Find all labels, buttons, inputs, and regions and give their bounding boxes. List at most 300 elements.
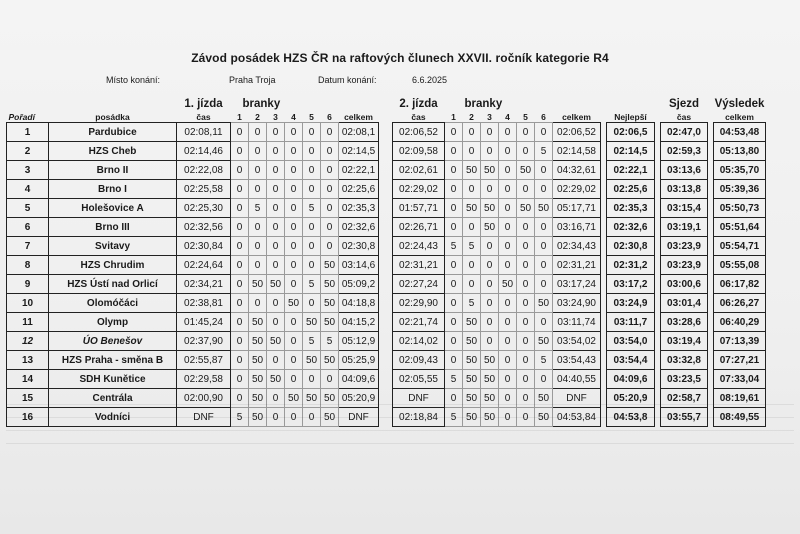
run1-gate-cell: 0 <box>231 180 249 199</box>
run1-gate-cell: 0 <box>249 161 267 180</box>
best-time-cell: 05:20,9 <box>607 389 655 408</box>
run1-time-cell: 02:25,30 <box>177 199 231 218</box>
run1-gate-cell: 0 <box>231 237 249 256</box>
team-cell: Holešovice A <box>49 199 177 218</box>
run2-total-cell: 02:31,21 <box>553 256 601 275</box>
team-cell: Brno III <box>49 218 177 237</box>
run2-total-cell: 02:06,52 <box>553 123 601 142</box>
team-cell: Brno I <box>49 180 177 199</box>
run1-gate-cell: 0 <box>231 161 249 180</box>
run1-gate-cell: 0 <box>285 332 303 351</box>
run2-time-cell: 02:05,55 <box>393 370 445 389</box>
run1-total-cell: 04:15,2 <box>339 313 379 332</box>
result-total-cell: 05:55,08 <box>714 256 766 275</box>
rank-cell: 9 <box>7 275 49 294</box>
cas1-header: čas <box>196 112 211 122</box>
run2-gate-cell: 0 <box>517 218 535 237</box>
run2-gate-cell: 0 <box>445 351 463 370</box>
result-total-cell: 05:35,70 <box>714 161 766 180</box>
run2-gate-cell: 0 <box>445 218 463 237</box>
gate-2-header-2: 2 <box>469 112 474 122</box>
run1-total-cell: 05:25,9 <box>339 351 379 370</box>
run2-gate-cell: 0 <box>517 123 535 142</box>
run2-gate-cell: 0 <box>499 332 517 351</box>
run2-gate-cell: 0 <box>481 237 499 256</box>
celkem2-header: celkem <box>562 112 591 122</box>
run2-gate-cell: 0 <box>517 256 535 275</box>
run2-time-cell: 02:18,84 <box>393 408 445 427</box>
run1-gate-cell: 0 <box>231 313 249 332</box>
rank-cell: 6 <box>7 218 49 237</box>
run1-gate-cell: 0 <box>231 218 249 237</box>
run2-gate-cell: 0 <box>445 199 463 218</box>
run1-gate-cell: 0 <box>303 161 321 180</box>
run2-gate-cell: 0 <box>481 275 499 294</box>
run2-gate-cell: 50 <box>535 199 553 218</box>
run2-gate-cell: 0 <box>499 218 517 237</box>
run1-gate-cell: 50 <box>267 332 285 351</box>
run1-gate-cell: 50 <box>249 332 267 351</box>
spacer <box>379 161 393 180</box>
gate-1-header-2: 1 <box>451 112 456 122</box>
run1-header: 1. jízda <box>184 98 223 110</box>
sjezd-time-cell: 03:19,4 <box>661 332 708 351</box>
result-total-cell: 07:13,39 <box>714 332 766 351</box>
run2-time-cell: 02:09,43 <box>393 351 445 370</box>
run1-gate-cell: 0 <box>321 218 339 237</box>
spacer <box>379 313 393 332</box>
run1-gate-cell: 0 <box>285 351 303 370</box>
gate-6-header-2: 6 <box>541 112 546 122</box>
run1-gate-cell: 0 <box>285 180 303 199</box>
rank-cell: 12 <box>7 332 49 351</box>
run1-gate-cell: 50 <box>321 351 339 370</box>
run2-gate-cell: 0 <box>535 275 553 294</box>
run2-total-cell: 03:17,24 <box>553 275 601 294</box>
sjezd-header: Sjezd <box>668 98 700 110</box>
vysledek-celkem-header: celkem <box>725 112 754 122</box>
bleed-through <box>0 392 800 452</box>
run1-gate-cell: 5 <box>303 332 321 351</box>
run1-gate-cell: 0 <box>231 351 249 370</box>
spacer <box>379 294 393 313</box>
run1-gate-cell: 50 <box>249 313 267 332</box>
team-cell: Olymp <box>49 313 177 332</box>
sjezd-time-cell: 03:00,6 <box>661 275 708 294</box>
team-cell: HZS Cheb <box>49 142 177 161</box>
run1-gate-cell: 0 <box>267 237 285 256</box>
run1-gate-cell: 0 <box>321 237 339 256</box>
page-title: Závod posádek HZS ČR na raftových člunech XXVII. ročník kategorie R4 <box>191 51 609 65</box>
run1-gate-cell: 0 <box>249 256 267 275</box>
run2-gate-cell: 50 <box>535 408 553 427</box>
run1-gate-cell: 0 <box>231 275 249 294</box>
spacer <box>379 256 393 275</box>
run2-total-cell: 03:54,02 <box>553 332 601 351</box>
run1-total-cell: 05:20,9 <box>339 389 379 408</box>
run2-gate-cell: 0 <box>499 370 517 389</box>
sjezd-time-cell: 03:13,6 <box>661 161 708 180</box>
run1-gate-cell: 0 <box>285 218 303 237</box>
best-time-cell: 04:09,6 <box>607 370 655 389</box>
spacer <box>379 370 393 389</box>
sjezd-time-cell: 03:23,9 <box>661 256 708 275</box>
run2-gate-cell: 5 <box>463 237 481 256</box>
table-row <box>7 313 766 332</box>
run1-total-cell: 05:09,2 <box>339 275 379 294</box>
branky1-header: branky <box>242 98 281 110</box>
team-cell: Pardubice <box>49 123 177 142</box>
team-cell: HZS Chrudim <box>49 256 177 275</box>
run1-gate-cell: 50 <box>267 370 285 389</box>
run2-total-cell: 02:34,43 <box>553 237 601 256</box>
venue-value: Praha Troja <box>229 75 276 85</box>
run2-gate-cell: 0 <box>481 294 499 313</box>
run2-gate-cell: 50 <box>481 199 499 218</box>
result-total-cell: 05:39,36 <box>714 180 766 199</box>
rank-cell: 14 <box>7 370 49 389</box>
sjezd-time-cell: 03:19,1 <box>661 218 708 237</box>
run2-gate-cell: 0 <box>481 180 499 199</box>
venue-label: Místo konání: <box>106 75 161 85</box>
run2-gate-cell: 50 <box>463 199 481 218</box>
run2-gate-cell: 0 <box>517 180 535 199</box>
team-cell: Svitavy <box>49 237 177 256</box>
run1-total-cell: 02:08,1 <box>339 123 379 142</box>
sjezd-time-cell: 02:58,7 <box>661 389 708 408</box>
run1-gate-cell: 0 <box>285 370 303 389</box>
team-cell: Centrála <box>49 389 177 408</box>
run2-gate-cell: 50 <box>463 313 481 332</box>
best-time-cell: 02:32,6 <box>607 218 655 237</box>
sjezd-time-cell: 03:23,9 <box>661 237 708 256</box>
run1-gate-cell: 0 <box>267 256 285 275</box>
run1-gate-cell: 0 <box>303 408 321 427</box>
run1-gate-cell: 0 <box>285 408 303 427</box>
run2-time-cell: 02:26,71 <box>393 218 445 237</box>
run1-gate-cell: 50 <box>321 389 339 408</box>
team-cell: HZS Praha - směna B <box>49 351 177 370</box>
run1-total-cell: 02:35,3 <box>339 199 379 218</box>
run2-gate-cell: 0 <box>499 351 517 370</box>
result-total-cell: 08:19,61 <box>714 389 766 408</box>
run2-gate-cell: 0 <box>445 180 463 199</box>
run1-gate-cell: 0 <box>303 370 321 389</box>
run1-gate-cell: 0 <box>285 161 303 180</box>
run2-gate-cell: 50 <box>481 218 499 237</box>
run2-gate-cell: 0 <box>445 123 463 142</box>
best-time-cell: 04:53,8 <box>607 408 655 427</box>
run2-gate-cell: 0 <box>535 218 553 237</box>
rank-cell: 16 <box>7 408 49 427</box>
run1-gate-cell: 0 <box>249 237 267 256</box>
rank-cell: 3 <box>7 161 49 180</box>
run2-gate-cell: 0 <box>499 123 517 142</box>
run1-time-cell: 02:32,56 <box>177 218 231 237</box>
run2-time-cell: 02:21,74 <box>393 313 445 332</box>
best-time-cell: 02:30,8 <box>607 237 655 256</box>
run1-time-cell: 02:08,11 <box>177 123 231 142</box>
run1-time-cell: 02:55,87 <box>177 351 231 370</box>
best-time-cell: 02:35,3 <box>607 199 655 218</box>
run1-gate-cell: 0 <box>249 123 267 142</box>
rank-cell: 15 <box>7 389 49 408</box>
run1-gate-cell: 0 <box>321 142 339 161</box>
run2-gate-cell: 50 <box>463 389 481 408</box>
run2-gate-cell: 0 <box>517 408 535 427</box>
best-time-cell: 03:17,2 <box>607 275 655 294</box>
run2-time-cell: 02:27,24 <box>393 275 445 294</box>
run2-gate-cell: 5 <box>535 351 553 370</box>
run2-gate-cell: 50 <box>481 351 499 370</box>
table-row <box>7 142 766 161</box>
rank-cell: 2 <box>7 142 49 161</box>
sjezd-time-cell: 03:23,5 <box>661 370 708 389</box>
run1-gate-cell: 0 <box>267 161 285 180</box>
result-total-cell: 08:49,55 <box>714 408 766 427</box>
run1-total-cell: 04:18,8 <box>339 294 379 313</box>
run2-gate-cell: 50 <box>499 275 517 294</box>
run2-gate-cell: 5 <box>445 370 463 389</box>
run2-gate-cell: 50 <box>535 332 553 351</box>
spacer <box>379 275 393 294</box>
run2-gate-cell: 50 <box>481 370 499 389</box>
spacer <box>379 237 393 256</box>
run2-gate-cell: 0 <box>499 237 517 256</box>
run1-gate-cell: 5 <box>249 199 267 218</box>
run2-time-cell: 01:57,71 <box>393 199 445 218</box>
run2-gate-cell: 0 <box>463 275 481 294</box>
run2-gate-cell: 0 <box>463 218 481 237</box>
run2-total-cell: 04:40,55 <box>553 370 601 389</box>
run1-gate-cell: 0 <box>267 218 285 237</box>
run2-gate-cell: 50 <box>535 389 553 408</box>
run2-gate-cell: 50 <box>463 351 481 370</box>
posadka-header: posádka <box>95 112 130 122</box>
run2-gate-cell: 0 <box>445 332 463 351</box>
cas2-header: čas <box>411 112 426 122</box>
best-time-cell: 03:24,9 <box>607 294 655 313</box>
result-total-cell: 05:13,80 <box>714 142 766 161</box>
table-row <box>7 180 766 199</box>
run1-time-cell: 02:25,58 <box>177 180 231 199</box>
poradi-header: Pořadí <box>8 112 35 122</box>
run1-gate-cell: 50 <box>267 275 285 294</box>
run2-gate-cell: 0 <box>535 180 553 199</box>
run1-gate-cell: 0 <box>303 237 321 256</box>
run2-gate-cell: 0 <box>445 294 463 313</box>
run1-gate-cell: 0 <box>231 370 249 389</box>
run2-gate-cell: 5 <box>535 142 553 161</box>
run2-gate-cell: 0 <box>535 370 553 389</box>
run1-gate-cell: 0 <box>231 294 249 313</box>
run2-gate-cell: 0 <box>517 332 535 351</box>
run1-gate-cell: 50 <box>321 408 339 427</box>
run2-header: 2. jízda <box>399 98 438 110</box>
run1-gate-cell: 0 <box>285 142 303 161</box>
run1-gate-cell: 50 <box>249 389 267 408</box>
table-row <box>7 256 766 275</box>
run1-gate-cell: 50 <box>249 351 267 370</box>
run1-gate-cell: 5 <box>303 199 321 218</box>
sjezd-time-cell: 03:55,7 <box>661 408 708 427</box>
run1-gate-cell: 50 <box>321 275 339 294</box>
date-value: 6.6.2025 <box>412 75 448 85</box>
run1-time-cell: 02:30,84 <box>177 237 231 256</box>
run2-time-cell: 02:31,21 <box>393 256 445 275</box>
run2-gate-cell: 0 <box>481 123 499 142</box>
run2-gate-cell: 0 <box>535 237 553 256</box>
run1-gate-cell: 5 <box>303 275 321 294</box>
run1-gate-cell: 50 <box>249 275 267 294</box>
run1-gate-cell: 0 <box>321 123 339 142</box>
run2-total-cell: DNF <box>553 389 601 408</box>
run1-total-cell: 05:12,9 <box>339 332 379 351</box>
run2-gate-cell: 0 <box>481 313 499 332</box>
run1-time-cell: 02:00,90 <box>177 389 231 408</box>
sjezd-time-cell: 02:47,0 <box>661 123 708 142</box>
best-time-cell: 03:54,4 <box>607 351 655 370</box>
run2-total-cell: 03:54,43 <box>553 351 601 370</box>
best-time-cell: 02:22,1 <box>607 161 655 180</box>
run1-gate-cell: 0 <box>285 199 303 218</box>
run1-time-cell: 02:34,21 <box>177 275 231 294</box>
run1-gate-cell: 0 <box>285 256 303 275</box>
run2-gate-cell: 0 <box>499 161 517 180</box>
run1-gate-cell: 0 <box>231 389 249 408</box>
run2-gate-cell: 50 <box>481 161 499 180</box>
run1-time-cell: 02:22,08 <box>177 161 231 180</box>
run1-gate-cell: 0 <box>303 256 321 275</box>
sjezd-time-cell: 03:32,8 <box>661 351 708 370</box>
result-total-cell: 06:26,27 <box>714 294 766 313</box>
run1-time-cell: 01:45,24 <box>177 313 231 332</box>
run2-gate-cell: 0 <box>499 142 517 161</box>
result-total-cell: 05:54,71 <box>714 237 766 256</box>
best-time-cell: 02:06,5 <box>607 123 655 142</box>
run2-total-cell: 03:11,74 <box>553 313 601 332</box>
gate-2-header: 2 <box>255 112 260 122</box>
run1-time-cell: 02:29,58 <box>177 370 231 389</box>
run2-gate-cell: 50 <box>517 199 535 218</box>
run2-total-cell: 04:32,61 <box>553 161 601 180</box>
rank-cell: 5 <box>7 199 49 218</box>
run1-gate-cell: 0 <box>231 256 249 275</box>
run2-time-cell: 02:29,02 <box>393 180 445 199</box>
run1-gate-cell: 0 <box>249 180 267 199</box>
run1-gate-cell: 0 <box>249 218 267 237</box>
run1-gate-cell: 0 <box>267 408 285 427</box>
run1-gate-cell: 0 <box>303 180 321 199</box>
run1-gate-cell: 50 <box>249 408 267 427</box>
result-total-cell: 07:33,04 <box>714 370 766 389</box>
rank-cell: 8 <box>7 256 49 275</box>
spacer <box>379 332 393 351</box>
run2-gate-cell: 0 <box>481 142 499 161</box>
run2-gate-cell: 50 <box>535 294 553 313</box>
team-cell: Vodníci <box>49 408 177 427</box>
team-cell: HZS Ústí nad Orlicí <box>49 275 177 294</box>
run2-gate-cell: 0 <box>499 389 517 408</box>
table-row <box>7 275 766 294</box>
run2-time-cell: 02:29,90 <box>393 294 445 313</box>
team-cell: Brno II <box>49 161 177 180</box>
run1-total-cell: 02:25,6 <box>339 180 379 199</box>
run1-total-cell: 04:09,6 <box>339 370 379 389</box>
spacer <box>379 123 393 142</box>
celkem1-header: celkem <box>344 112 373 122</box>
run2-time-cell: 02:09,58 <box>393 142 445 161</box>
run2-gate-cell: 0 <box>445 275 463 294</box>
run1-gate-cell: 0 <box>249 142 267 161</box>
run1-gate-cell: 50 <box>303 351 321 370</box>
run2-gate-cell: 0 <box>517 294 535 313</box>
table-row <box>7 237 766 256</box>
run2-gate-cell: 0 <box>463 123 481 142</box>
run1-gate-cell: 0 <box>231 123 249 142</box>
result-total-cell: 07:27,21 <box>714 351 766 370</box>
sjezd-cas-header: čas <box>676 112 692 122</box>
gate-4-header-2: 4 <box>505 112 510 122</box>
branky2-header: branky <box>464 98 503 110</box>
run1-gate-cell: 0 <box>267 351 285 370</box>
best-time-cell: 02:25,6 <box>607 180 655 199</box>
run1-total-cell: 03:14,6 <box>339 256 379 275</box>
rank-cell: 11 <box>7 313 49 332</box>
run1-gate-cell: 50 <box>285 389 303 408</box>
gate-5-header-2: 5 <box>523 112 528 122</box>
run2-gate-cell: 0 <box>463 142 481 161</box>
run2-time-cell: 02:02,61 <box>393 161 445 180</box>
run1-time-cell: 02:14,46 <box>177 142 231 161</box>
run2-gate-cell: 0 <box>535 256 553 275</box>
run1-gate-cell: 5 <box>321 332 339 351</box>
run1-gate-cell: 50 <box>285 294 303 313</box>
run1-gate-cell: 0 <box>267 313 285 332</box>
run1-gate-cell: 0 <box>321 370 339 389</box>
run1-gate-cell: 0 <box>267 180 285 199</box>
run1-gate-cell: 0 <box>249 294 267 313</box>
run2-gate-cell: 0 <box>499 294 517 313</box>
run2-gate-cell: 5 <box>445 237 463 256</box>
run2-gate-cell: 0 <box>481 332 499 351</box>
run2-gate-cell: 50 <box>463 332 481 351</box>
run2-gate-cell: 0 <box>517 142 535 161</box>
run1-time-cell: DNF <box>177 408 231 427</box>
table-row <box>7 218 766 237</box>
team-cell: Olomóčáci <box>49 294 177 313</box>
result-total-cell: 05:50,73 <box>714 199 766 218</box>
run1-time-cell: 02:24,64 <box>177 256 231 275</box>
table-row <box>7 199 766 218</box>
run2-gate-cell: 0 <box>517 313 535 332</box>
run2-gate-cell: 0 <box>517 389 535 408</box>
rank-cell: 7 <box>7 237 49 256</box>
run2-gate-cell: 50 <box>481 389 499 408</box>
run2-gate-cell: 50 <box>517 161 535 180</box>
best-time-cell: 02:14,5 <box>607 142 655 161</box>
best-time-cell: 02:31,2 <box>607 256 655 275</box>
run1-gate-cell: 0 <box>285 313 303 332</box>
run2-gate-cell: 0 <box>499 256 517 275</box>
sjezd-time-cell: 03:01,4 <box>661 294 708 313</box>
run2-gate-cell: 0 <box>481 256 499 275</box>
run1-gate-cell: 50 <box>321 313 339 332</box>
run2-gate-cell: 0 <box>517 237 535 256</box>
run1-gate-cell: 5 <box>231 408 249 427</box>
run2-gate-cell: 50 <box>463 408 481 427</box>
results-table <box>6 95 766 427</box>
